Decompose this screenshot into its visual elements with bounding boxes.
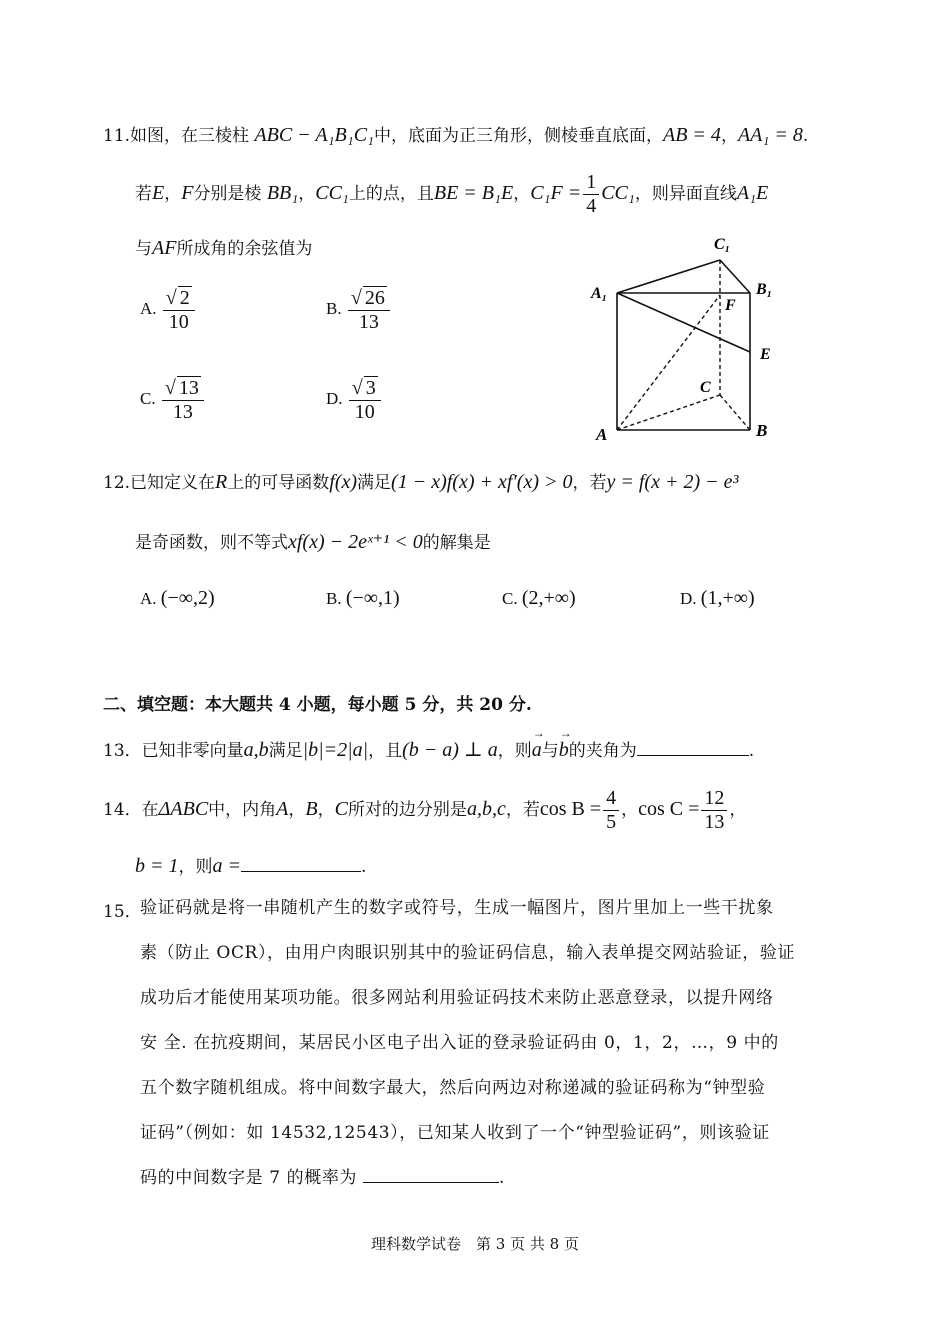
q15-line: 素（防止 OCR），由用户肉眼识别其中的验证码信息，输入表单提交网站验证，验证: [140, 943, 796, 963]
label-e: E: [760, 346, 771, 363]
q15-answer-blank[interactable]: [363, 1166, 499, 1183]
edge-ac-hidden: [617, 395, 720, 430]
q13-answer-blank[interactable]: [637, 739, 749, 756]
q11-option-a[interactable]: A. $\frac{√ 2}{10}$: [140, 286, 197, 334]
q11-line2: 若E，F分别是棱 BB₁，CC₁上的点，且BE = B₁E，C₁F = $\frac{1}{4}$ CC₁，则异面直线A₁E: [135, 171, 769, 217]
q15-line: 成功后才能使用某项功能。很多网站利用验证码技术来防止恶意登录，以提升网络: [140, 988, 774, 1008]
q12-option-b[interactable]: B. (−∞,1): [326, 587, 400, 609]
q11-intro: 如图，在三棱柱: [130, 126, 250, 146]
q15-last-line: 码的中间数字是 7 的概率为 .: [140, 1168, 506, 1188]
q15-line: 验证码就是将一串随机产生的数字或符号，生成一幅图片，图片里加上一些干扰象: [140, 898, 774, 918]
q15-line: 证码”（例如：如 14532,12543），已知某人收到了一个“钟型验证码”，则该验证: [140, 1123, 770, 1143]
q11-prism: ABC − A₁B₁C₁: [254, 124, 374, 146]
q13-line: 13．已知非零向量a,b满足|b|=2|a|，且(b − a) ⊥ a，则→ a与→ b的夹角为 .: [103, 736, 754, 762]
edge-cb-hidden: [720, 395, 750, 430]
page-footer: 理科数学试卷 第 3 页 共 8 页: [371, 1235, 579, 1253]
label-c: C: [700, 379, 711, 396]
label-c1: C₁: [714, 236, 731, 253]
q11-fraction: $\frac{1}{4}$: [583, 171, 599, 218]
label-f: F: [725, 297, 736, 314]
q12-line1: 12.已知定义在R上的可导函数f(x)满足(1 − x)f(x) + xf′(x) > 0，若y = f(x + 2) − e³: [103, 471, 739, 493]
q14-line1: 14．在ΔABC中，内角A，B，C所对的边分别是a,b,c，若cos B = $\frac{4}{5}$ ，cos C = $\frac{12}{13}$ ，: [103, 787, 747, 833]
label-a: A: [596, 425, 608, 444]
q11-option-d[interactable]: D. $\frac{√ 3}{10}$: [326, 376, 383, 424]
q11-line3: 与AF所成角的余弦值为: [135, 237, 313, 259]
q12-line2: 是奇函数，则不等式xf(x) − 2eˣ⁺¹ < 0的解集是: [135, 531, 491, 553]
q15-line: 五个数字随机组成。将中间数字最大，然后向两边对称递减的验证码称为“钟型验: [140, 1078, 766, 1098]
q11-option-c[interactable]: C. $\frac{√ 13}{13}$: [140, 376, 206, 424]
prism-figure: [590, 232, 790, 447]
label-b: B: [756, 421, 768, 440]
q14-line2: b = 1，则a = .: [135, 855, 367, 877]
q15-body: [140, 886, 845, 1201]
label-b1: B₁: [756, 281, 773, 298]
q15-line: 安 全. 在抗疫期间，某居民小区电子出入证的登录验证码由 0，1，2，…，9 中的: [140, 1033, 779, 1053]
q15-number: 15．: [103, 902, 142, 922]
q14-answer-blank[interactable]: [241, 855, 361, 872]
q12-option-c[interactable]: C. (2,+∞): [502, 587, 576, 609]
edge-c1b1: [720, 260, 750, 293]
edge-a1c1: [617, 260, 720, 293]
label-a1: A₁: [591, 285, 608, 302]
q12-option-d[interactable]: D. (1,+∞): [680, 587, 755, 609]
q12-option-a[interactable]: A. (−∞,2): [140, 587, 215, 609]
q11-option-b[interactable]: B. $\frac{√ 26}{13}$: [326, 286, 392, 334]
q11-line1: 11.如图，在三棱柱 ABC − A₁B₁C₁中，底面为正三角形，侧棱垂直底面，AB = 4，AA₁ = 8.: [103, 124, 809, 146]
section2-heading: 二、填空题：本大题共 4 小题，每小题 5 分，共 20 分.: [103, 695, 532, 715]
